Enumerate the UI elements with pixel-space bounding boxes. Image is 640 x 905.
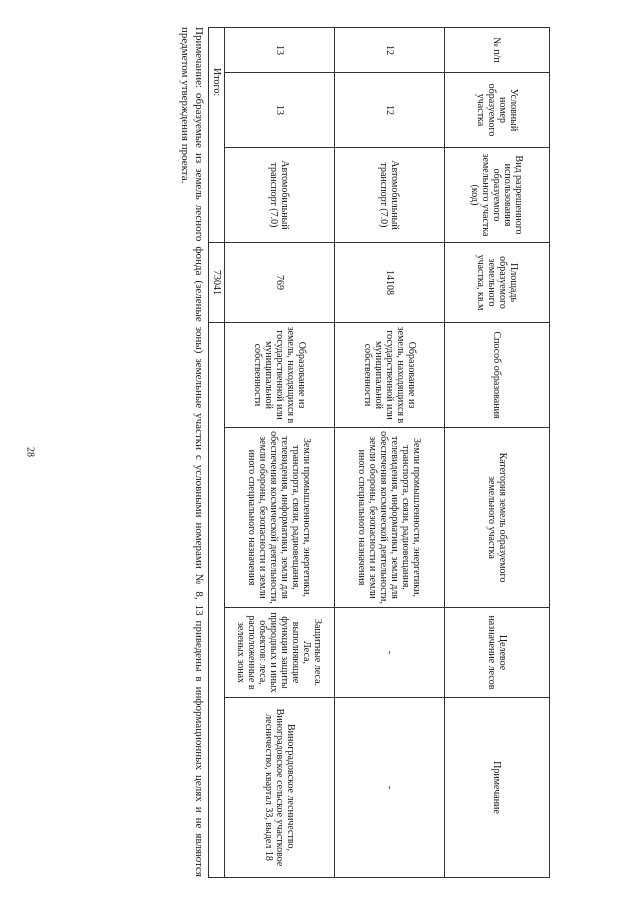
cell-method: Образование из земель, находящихся в государственной или муниципальной собственности bbox=[225, 323, 335, 428]
table-row bbox=[225, 28, 335, 878]
cell-note: Виноградовское лесничество, Виноградовское сельское участковое лесничество, квартал 33, выдел 18 bbox=[225, 698, 335, 878]
cell-note: - bbox=[335, 698, 445, 878]
cell-forest-purpose: - bbox=[335, 608, 445, 698]
cell-forest-purpose: Защитные леса. Леса, выполняющие функции защиты природных и иных объектов: леса, расположенные в зеленых зонах bbox=[225, 608, 335, 698]
cell-area: 14108 bbox=[335, 243, 445, 323]
cell-num: 13 bbox=[225, 28, 335, 73]
cell-land-category: Земли промышленности, энергетики, транспорта, связи, радиовещания, телевидения, информатики, земли для обеспечения космической деятельности, земли обороны, безопасности и земли иного специального назначения bbox=[225, 428, 335, 608]
rotated-page-content bbox=[90, 27, 550, 877]
cell-area: 769 bbox=[225, 243, 335, 323]
cell-use-type: Автомобильный транспорт (7.0) bbox=[335, 148, 445, 243]
cell-use-type: Автомобильный транспорт (7.0) bbox=[225, 148, 335, 243]
cell-cond-number: 13 bbox=[225, 73, 335, 148]
total-label: Итого: bbox=[209, 28, 225, 243]
header-area: Площадь образуемого земельного участка, кв.м bbox=[445, 243, 550, 323]
cell-land-category: Земли промышленности, энергетики, транспорта, связи, радиовещания, телевидения, информатики, земли для обеспечения космической деятельности, земли обороны, безопасности и земли иного специального назначения bbox=[335, 428, 445, 608]
header-use-type: Вид разрешенного использования образуемого земельного участка (код) bbox=[445, 148, 550, 243]
cell-num: 12 bbox=[335, 28, 445, 73]
header-cond-number: Условный номер образуемого участка bbox=[445, 73, 550, 148]
table-header-row bbox=[445, 28, 550, 878]
total-value: 73041 bbox=[209, 243, 225, 323]
footnote: Примечание: образуемые из земель лесного фонда (зеленые зоны) земельные участки с условными номерами № 8, 13 приведены в информационных целях и не являются предметом утверждения проекта. bbox=[179, 27, 205, 877]
page-number: 28 bbox=[24, 447, 36, 457]
table-row bbox=[335, 28, 445, 878]
land-plots-table bbox=[208, 27, 550, 878]
total-empty-cell bbox=[209, 323, 225, 878]
header-method: Способ образования bbox=[445, 323, 550, 428]
header-note: Примечание bbox=[445, 698, 550, 878]
cell-method: Образование из земель, находящихся в государственной или муниципальной собственности bbox=[335, 323, 445, 428]
header-num: № п/п bbox=[445, 28, 550, 73]
total-row bbox=[209, 28, 225, 878]
header-land-category: Категория земель образуемого земельного участка bbox=[445, 428, 550, 608]
header-forest-purpose: Целевое назначение лесов bbox=[445, 608, 550, 698]
cell-cond-number: 12 bbox=[335, 73, 445, 148]
